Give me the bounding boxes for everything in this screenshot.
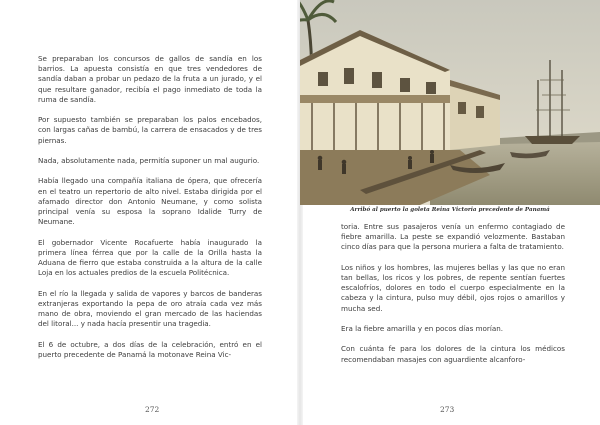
- page-number-right: 273: [440, 405, 455, 414]
- page-number-left: 272: [145, 405, 160, 414]
- paragraph: Se preparaban los concursos de gallos de sandía en los barrios. La apuesta consistía en que tres vendedores de sandía daban a probar un pedazo de la fruta a un jurado, y el que resultare ganador, recibía el pago inmediato de toda la ruma de sandía.: [38, 54, 262, 104]
- right-page: [300, 0, 600, 425]
- paragraph: toria. Entre sus pasajeros venía un enfermo contagiado de fiebre amarilla. La peste se expandió velozmente. Bastaban cinco días para que la persona muriera a falta de tratamiento.: [341, 222, 565, 252]
- paragraph: Con cuánta fe para los dolores de la cintura los médicos recomendaban masajes con aguardiente alcanforo-: [341, 344, 565, 364]
- paragraph: El gobernador Vicente Rocafuerte había inaugurado la primera línea férrea que por la calle de la Orilla hasta la Aduana de fierro que estaba construida a la altura de la calle Loja en los actuales predios de la escuela Politécnica.: [38, 237, 262, 278]
- paragraph: Por supuesto también se preparaban los palos encebados, con largas cañas de bambú, la carrera de ensacados y de tres piernas.: [38, 115, 262, 145]
- image-caption: Arribó al puerto la goleta Reina Victoria precedente de Panamá: [350, 207, 550, 213]
- paragraph: Los niños y los hombres, las mujeres bellas y las que no eran tan bellas, los ricos y los pobres, de repente sentían fuertes escalofríos, dolores en todo el cuerpo especialmente en la cabeza y la cintura, pulso muy débil, ojos rojos o amarillos y mucha sed.: [341, 262, 565, 313]
- paragraph: Había llegado una compañía italiana de ópera, que ofrecería en el teatro un repertorio de alto nivel. Estaba dirigida por el afamado director don Antonio Neumane, y como solista principal venía su esposa la soprano Idalide Turry de Neumane.: [38, 176, 262, 227]
- paragraph: En el río la llegada y salida de vapores y barcos de banderas extranjeras exportando la pepa de oro atraía cada vez más mano de obra, moviendo el gran mercado de las haciendas del litoral... y nada hacía presentir una tragedia.: [38, 288, 262, 329]
- left-page-text: [38, 54, 262, 370]
- harbor-illustration: [300, 0, 600, 205]
- right-page-text: [341, 222, 565, 375]
- paragraph: Nada, absolutamente nada, permitía suponer un mal augurio.: [38, 156, 260, 165]
- paragraph: El 6 de octubre, a dos días de la celebración, entró en el puerto precedente de Panamá la motonave Reina Vic-: [38, 339, 262, 359]
- harbor-engraving-icon: [300, 0, 600, 205]
- paragraph: Era la fiebre amarilla y en pocos días morían.: [341, 324, 503, 333]
